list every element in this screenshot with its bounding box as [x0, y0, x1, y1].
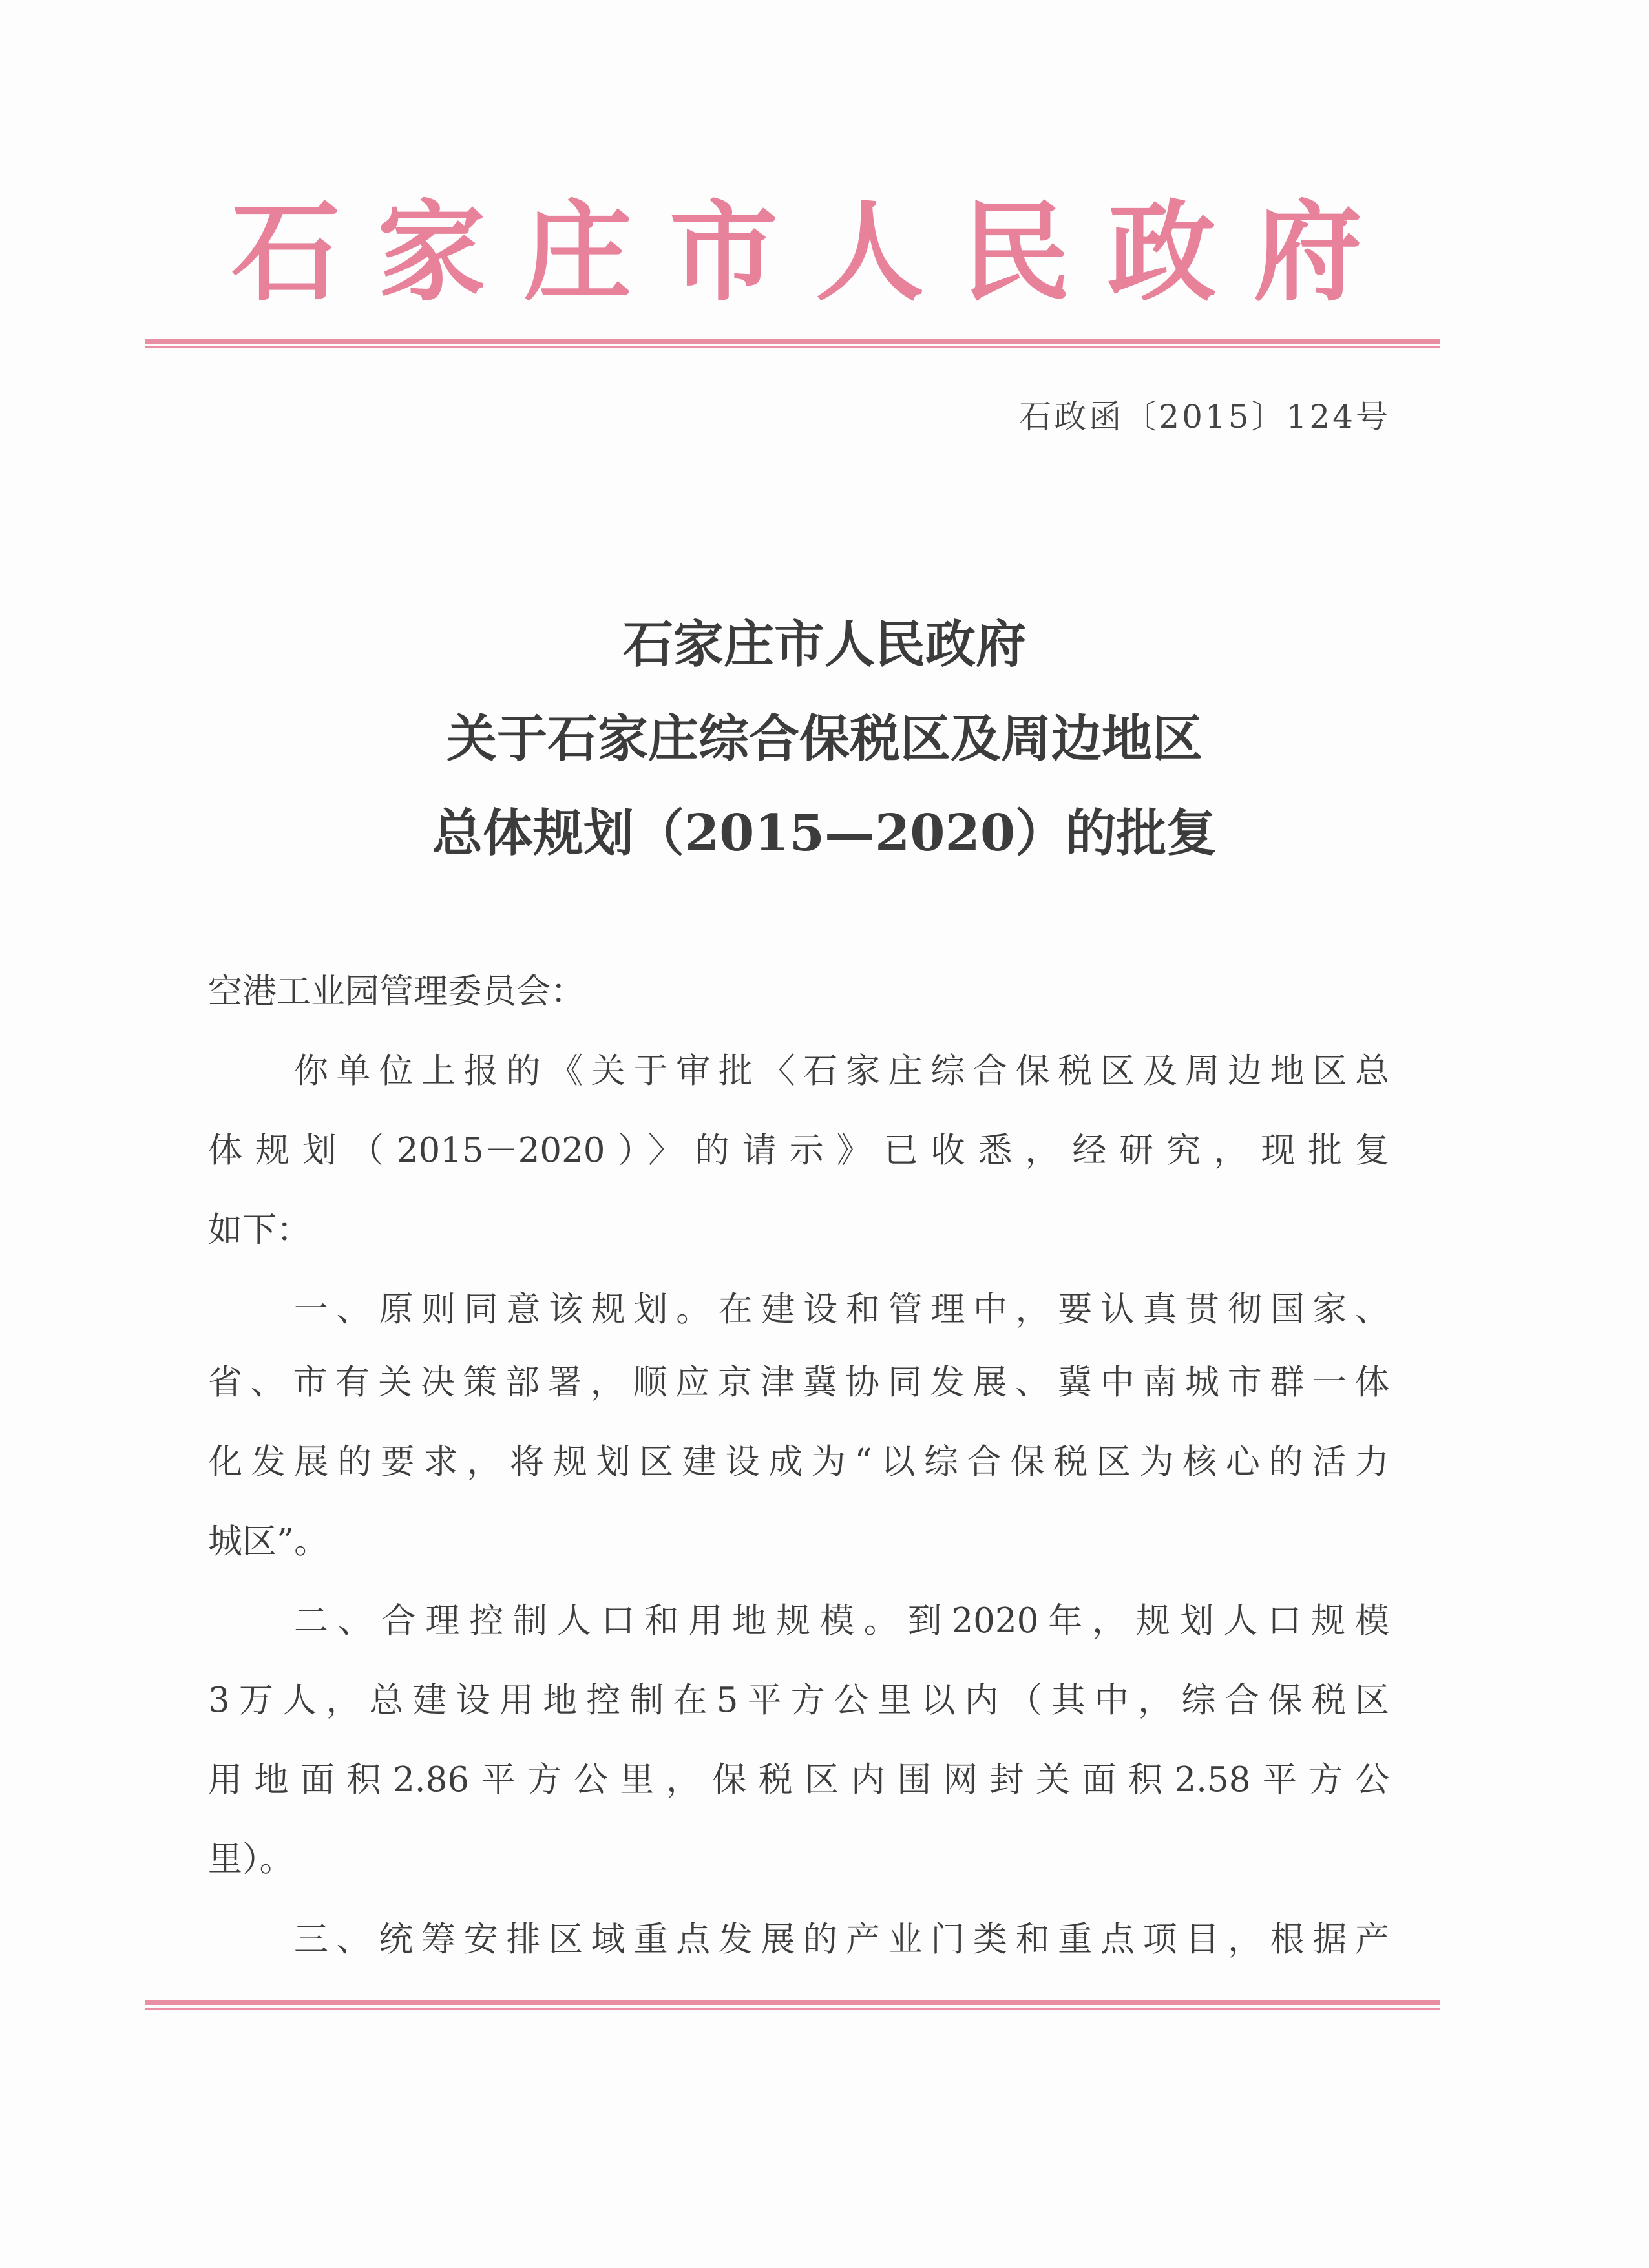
body-line: 3万人，总建设用地控制在5平方公里以内（其中，综合保税区 [208, 1681, 1389, 1720]
masthead-issuer: 石家庄市人民政府 [231, 188, 1362, 316]
body-line: 用地面积2.86平方公里，保税区内围网封关面积2.58平方公 [208, 1760, 1389, 1800]
title-line-3: 总体规划（2015—2020）的批复 [432, 804, 1217, 863]
body-line: 城区”。 [208, 1522, 329, 1561]
footer-red-divider [145, 2000, 1440, 2011]
body-line: 省、市有关决策部署，顺应京津冀协同发展、冀中南城市群一体 [208, 1363, 1389, 1402]
body-line: 如下： [208, 1210, 311, 1250]
body-line: 体规划（2015－2020）〉的请示》已收悉，经研究，现批复 [208, 1131, 1389, 1170]
body-line: 三、统筹安排区域重点发展的产业门类和重点项目，根据产 [294, 1920, 1389, 1959]
addressee: 空港工业园管理委员会： [208, 972, 585, 1011]
body-line: 里）。 [208, 1840, 294, 1879]
header-red-divider [145, 339, 1440, 350]
body-line: 二、合理控制人口和用地规模。到2020年，规划人口规模 [294, 1601, 1389, 1641]
title-line-1: 石家庄市人民政府 [622, 615, 1026, 674]
title-line-2: 关于石家庄综合保税区及周边地区 [446, 709, 1203, 768]
body-line: 一、原则同意该规划。在建设和管理中，要认真贯彻国家、 [294, 1290, 1389, 1329]
document-number: 石政函〔2015〕124号 [1019, 398, 1391, 436]
body-line: 化发展的要求，将规划区建设成为“以综合保税区为核心的活力 [208, 1442, 1389, 1482]
body-line: 你单位上报的《关于审批〈石家庄综合保税区及周边地区总 [294, 1051, 1389, 1091]
